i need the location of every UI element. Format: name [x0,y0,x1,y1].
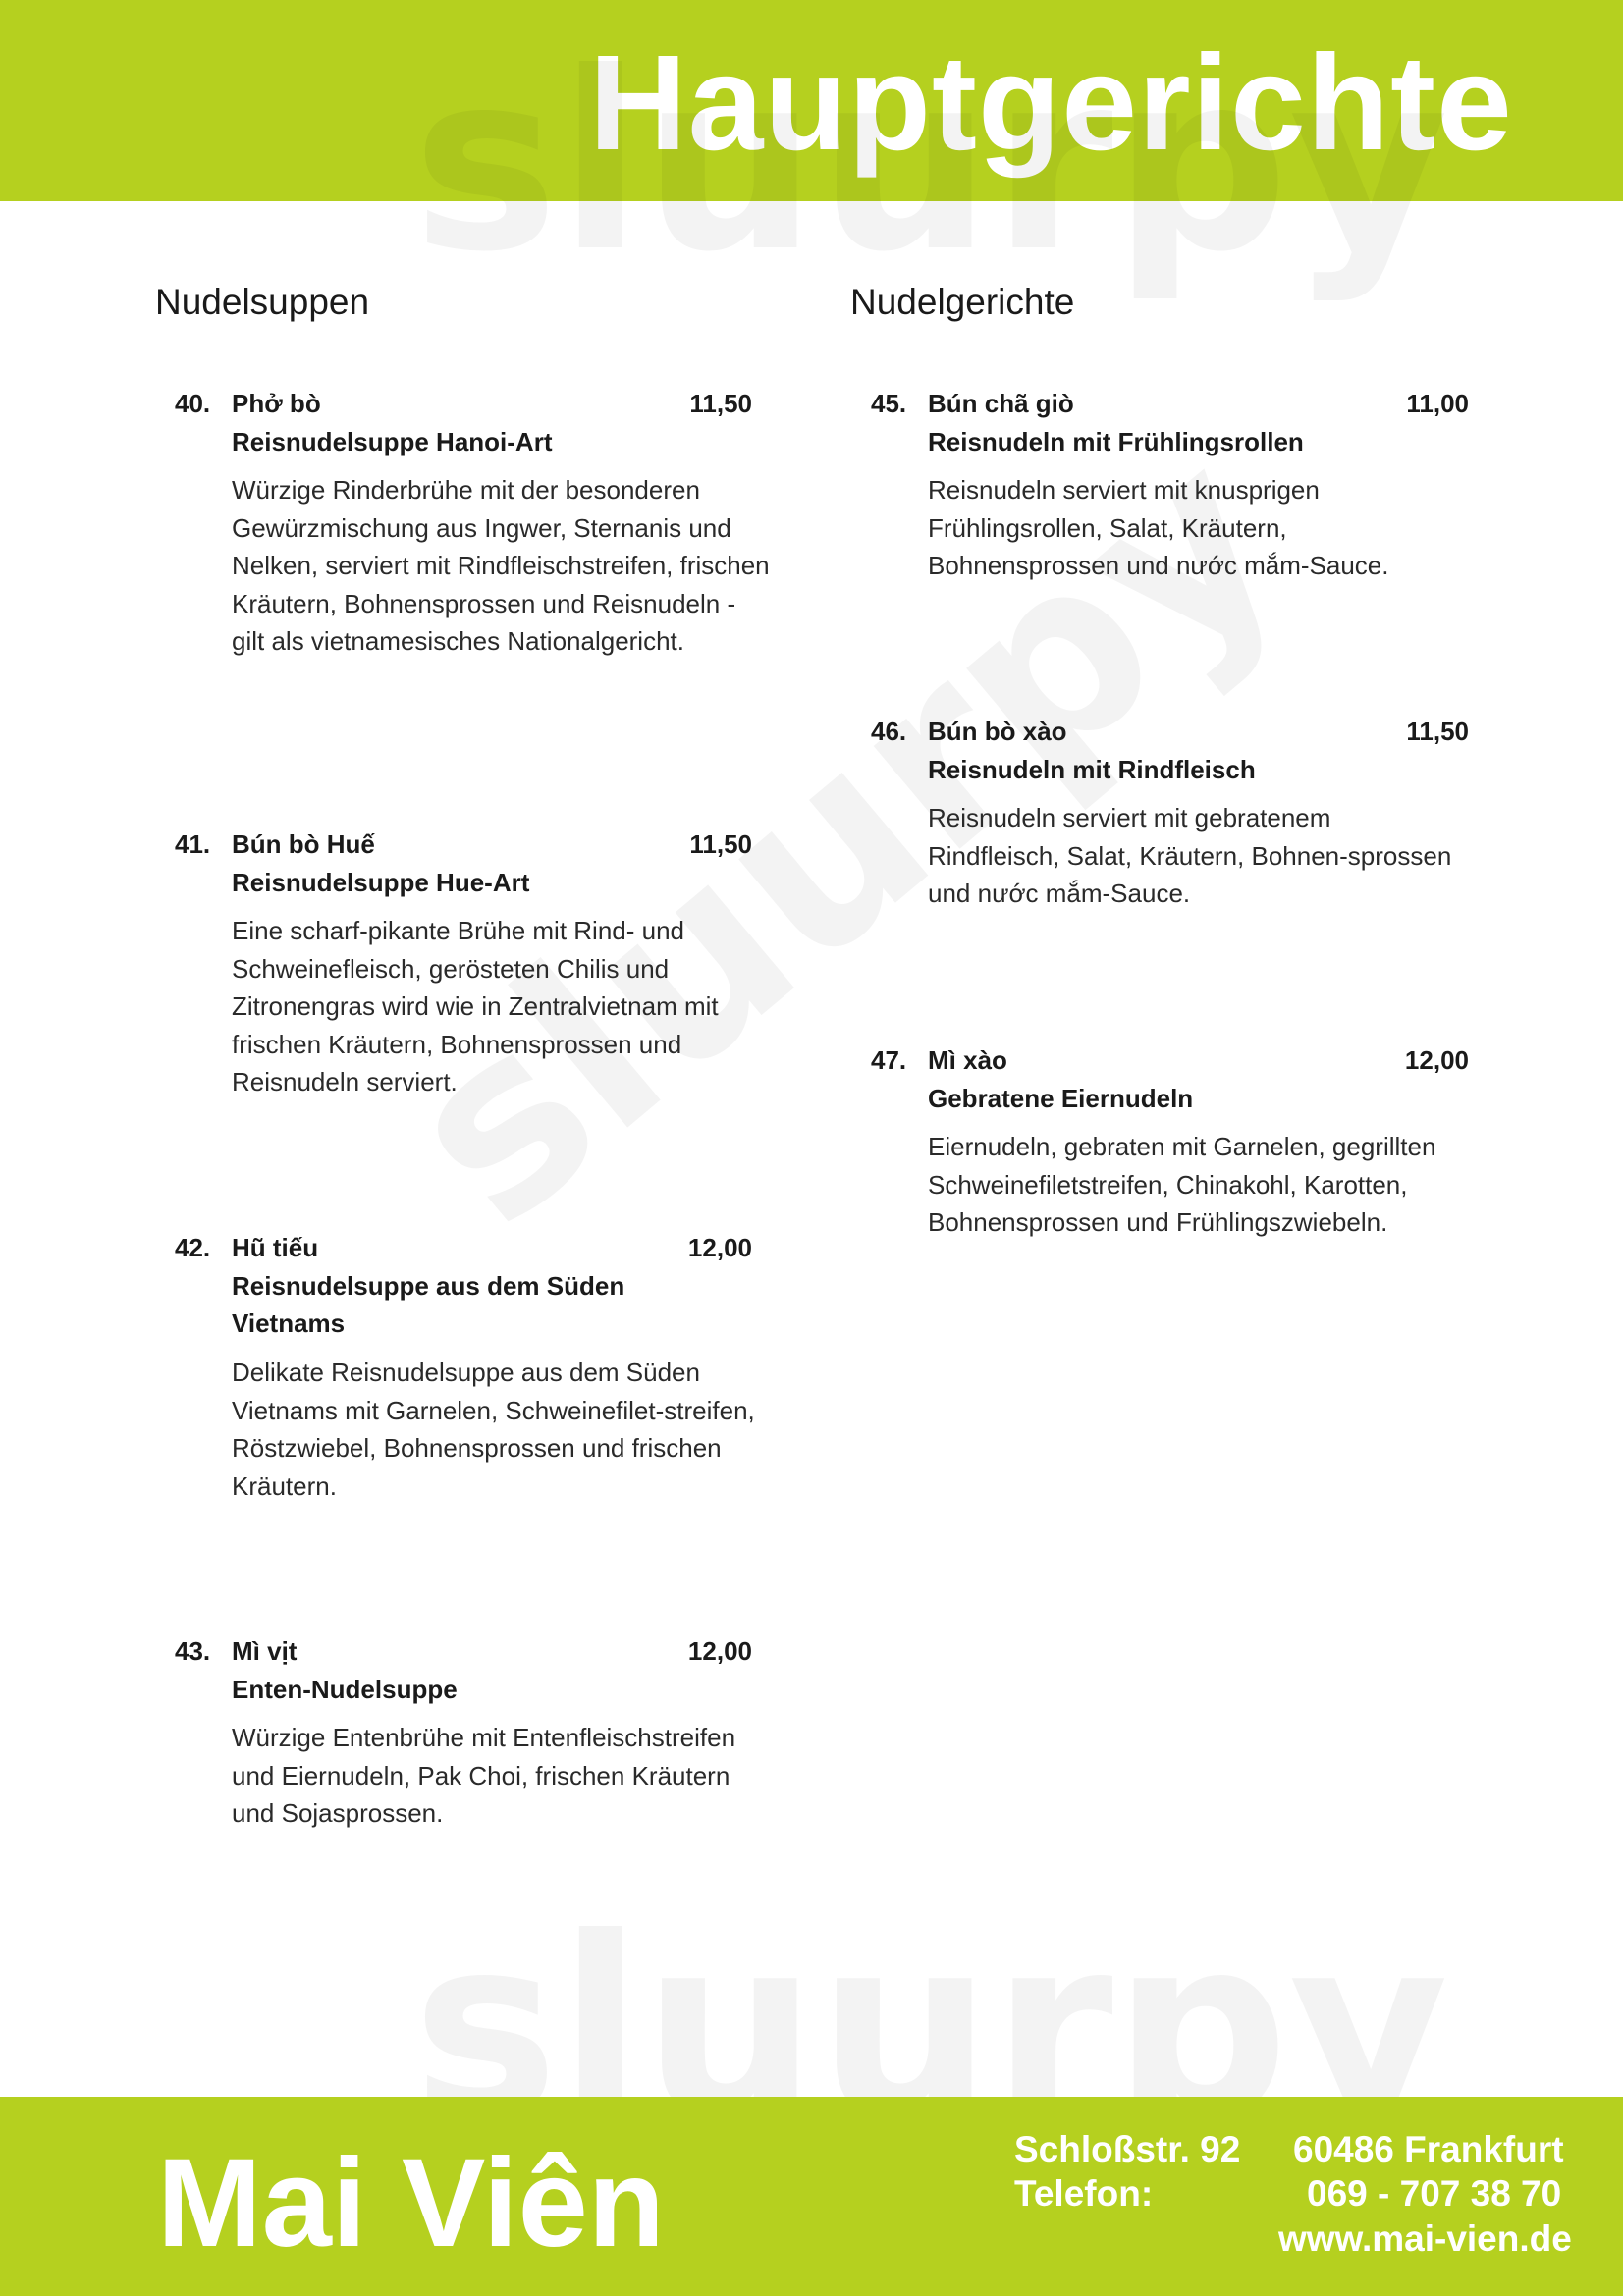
item-name: Hũ tiếu [232,1233,319,1262]
item-description: Würzige Entenbrühe mit Entenfleischstreifen und Eiernudeln, Pak Choi, frischen Kräutern und Sojasprossen. [232,1723,736,1828]
item-name: Bún chã giò [928,389,1074,418]
item-subtitle: Reisnudelsuppe Hue-Art [232,868,530,897]
item-number: 47. [871,1045,907,1075]
item-number: 43. [175,1636,211,1666]
item-description: Eiernudeln, gebraten mit Garnelen, gegrillten Schweinefiletstreifen, Chinakohl, Karotten, Bohnensprossen und Frühlingszwiebeln. [928,1132,1436,1237]
item-name: Bún bò Huế [232,829,375,859]
item-name: Mì xào [928,1045,1007,1075]
item-description: Reisnudeln serviert mit knusprigen Frühlingsrollen, Salat, Kräutern, Bohnensprossen und nước mắm-Sauce. [928,475,1389,580]
item-price: 12,00 [687,1636,752,1666]
item-name: Bún bò xào [928,717,1067,746]
item-description: Eine scharf-pikante Brühe mit Rind- und Schweinefleisch, gerösteten Chilis und Zitronengras wird wie in Zentralvietnam mit frischen Kräutern, Bohnensprossen und Reisnudeln serviert. [232,916,719,1096]
item-number: 40. [175,389,211,418]
item-price: 12,00 [1404,1045,1469,1075]
item-price: 12,00 [687,1233,752,1262]
contact-website[interactable]: www.mai-vien.de [1278,2218,1572,2259]
item-number: 42. [175,1233,211,1262]
item-subtitle: Reisnudelsuppe aus dem Süden Vietnams [232,1271,625,1338]
item-number: 41. [175,829,211,859]
item-name: Mì vịt [232,1636,298,1666]
item-number: 45. [871,389,907,418]
contact-street: Schloßstr. 92 [1014,2129,1241,2169]
item-name: Phở bò [232,389,321,418]
item-description: Reisnudeln serviert mit gebratenem Rindfleisch, Salat, Kräutern, Bohnen-sprossen und nước mắm-Sauce. [928,803,1452,908]
section-heading-nudelsuppen: Nudelsuppen [155,282,370,322]
section-heading-nudelgerichte: Nudelgerichte [850,282,1075,322]
contact-city: 60486 Frankfurt [1293,2129,1564,2169]
item-description: Würzige Rinderbrühe mit der besonderen Gewürzmischung aus Ingwer, Sternanis und Nelken, serviert mit Rindfleischstreifen, frischen Kräutern, Bohnensprossen und Reisnudeln - gilt als vietnamesisches Nationalgericht. [232,475,770,656]
item-price: 11,50 [689,829,752,859]
item-number: 46. [871,717,907,746]
page-title: Hauptgerichte [589,27,1513,179]
item-subtitle: Reisnudeln mit Rindfleisch [928,755,1256,784]
item-subtitle: Enten-Nudelsuppe [232,1675,458,1704]
contact-phone-label: Telefon: [1014,2173,1154,2214]
item-subtitle: Reisnudeln mit Frühlingsrollen [928,427,1304,456]
item-subtitle: Gebratene Eiernudeln [928,1084,1194,1113]
contact-phone: 069 - 707 38 70 [1307,2173,1562,2214]
item-price: 11,00 [1406,389,1469,418]
item-price: 11,50 [689,389,752,418]
item-description: Delikate Reisnudelsuppe aus dem Süden Vietnams mit Garnelen, Schweinefilet-streifen, Röstzwiebel, Bohnensprossen und frischen Kräutern. [232,1358,755,1501]
brand-logo: Mai Viên [157,2133,665,2273]
item-subtitle: Reisnudelsuppe Hanoi-Art [232,427,553,456]
item-price: 11,50 [1406,717,1469,746]
